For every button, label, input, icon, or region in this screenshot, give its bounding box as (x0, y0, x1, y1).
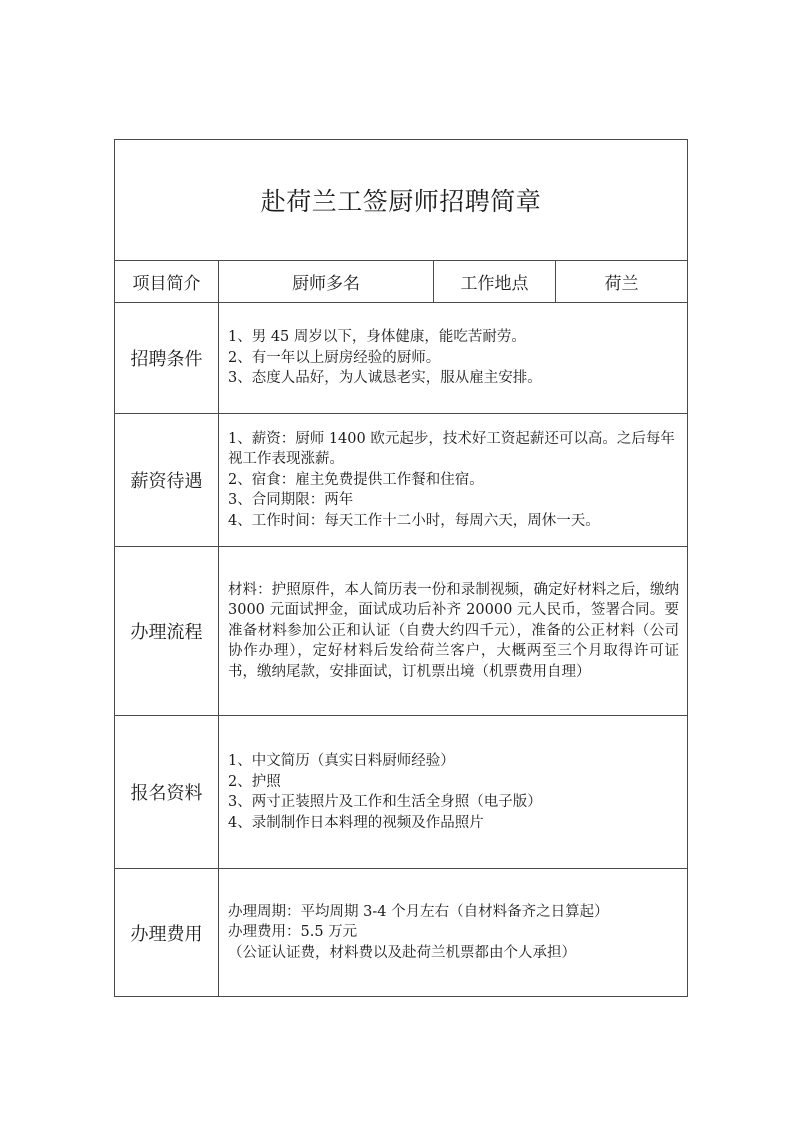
list-item: 2、护照 (228, 773, 281, 790)
section-content (219, 869, 688, 997)
list-item: 办理周期：平均周期 3-4 个月左右（自材料备齐之日算起） (228, 903, 609, 920)
section-content (219, 303, 688, 414)
summary-row (115, 261, 688, 303)
recruitment-table (114, 139, 688, 997)
list-item: 4、录制制作日本料理的视频及作品照片 (228, 814, 484, 831)
summary-label: 项目简介 (115, 261, 219, 303)
list-item: 3、态度人品好，为人诚恳老实，服从雇主安排。 (228, 370, 542, 387)
section-label: 薪资待遇 (115, 414, 219, 547)
list-item: （公证认证费，材料费以及赴荷兰机票都由个人承担） (228, 944, 576, 961)
section-content (219, 414, 688, 547)
list-item: 2、有一年以上厨房经验的厨师。 (228, 349, 441, 366)
section-content (219, 716, 688, 869)
list-item: 1、薪资：厨师 1400 欧元起步，技术好工资起薪还可以高。之后每年视工作表现涨薪。 (228, 430, 675, 468)
section-label: 报名资料 (115, 716, 219, 869)
list-item: 3、两寸正装照片及工作和生活全身照（电子版） (228, 794, 542, 810)
section-row-application-materials (115, 716, 688, 869)
section-row-process (115, 547, 688, 716)
section-row-salary (115, 414, 688, 547)
section-label: 办理流程 (115, 547, 219, 716)
location-label: 工作地点 (434, 261, 556, 303)
list-item: 4、工作时间：每天工作十二小时，每周六天，周休一天。 (228, 512, 600, 529)
section-content (219, 547, 688, 716)
list-item: 1、中文简历（真实日料厨师经验） (228, 753, 455, 769)
paragraph: 材料：护照原件，本人简历表一份和录制视频，确定好材料之后，缴纳 3000 元面试押金，面试成功后补齐 20000 元人民币，签署合同。要准备材料参加公正和认证（自费大约四千元），准备的公正材料（公司协作办理），定好材料后发给荷兰客户，大概两至三个月取得许可证书，缴纳尾款，安排面试，订机票出境（机票费用自理） (228, 581, 680, 680)
position-value: 厨师多名 (219, 261, 434, 303)
section-row-fees (115, 869, 688, 997)
location-value: 荷兰 (556, 261, 688, 303)
title-row (115, 140, 688, 261)
document-title: 赴荷兰工签厨师招聘简章 (115, 140, 688, 261)
list-item: 2、宿食：雇主免费提供工作餐和住宿。 (228, 471, 484, 488)
list-item: 3、合同期限：两年 (228, 492, 354, 509)
list-item: 办理费用：5.5 万元 (228, 924, 358, 941)
list-item: 1、男 45 周岁以下，身体健康，能吃苦耐劳。 (228, 329, 526, 346)
section-label: 办理费用 (115, 869, 219, 997)
section-label: 招聘条件 (115, 303, 219, 414)
section-row-requirements (115, 303, 688, 414)
